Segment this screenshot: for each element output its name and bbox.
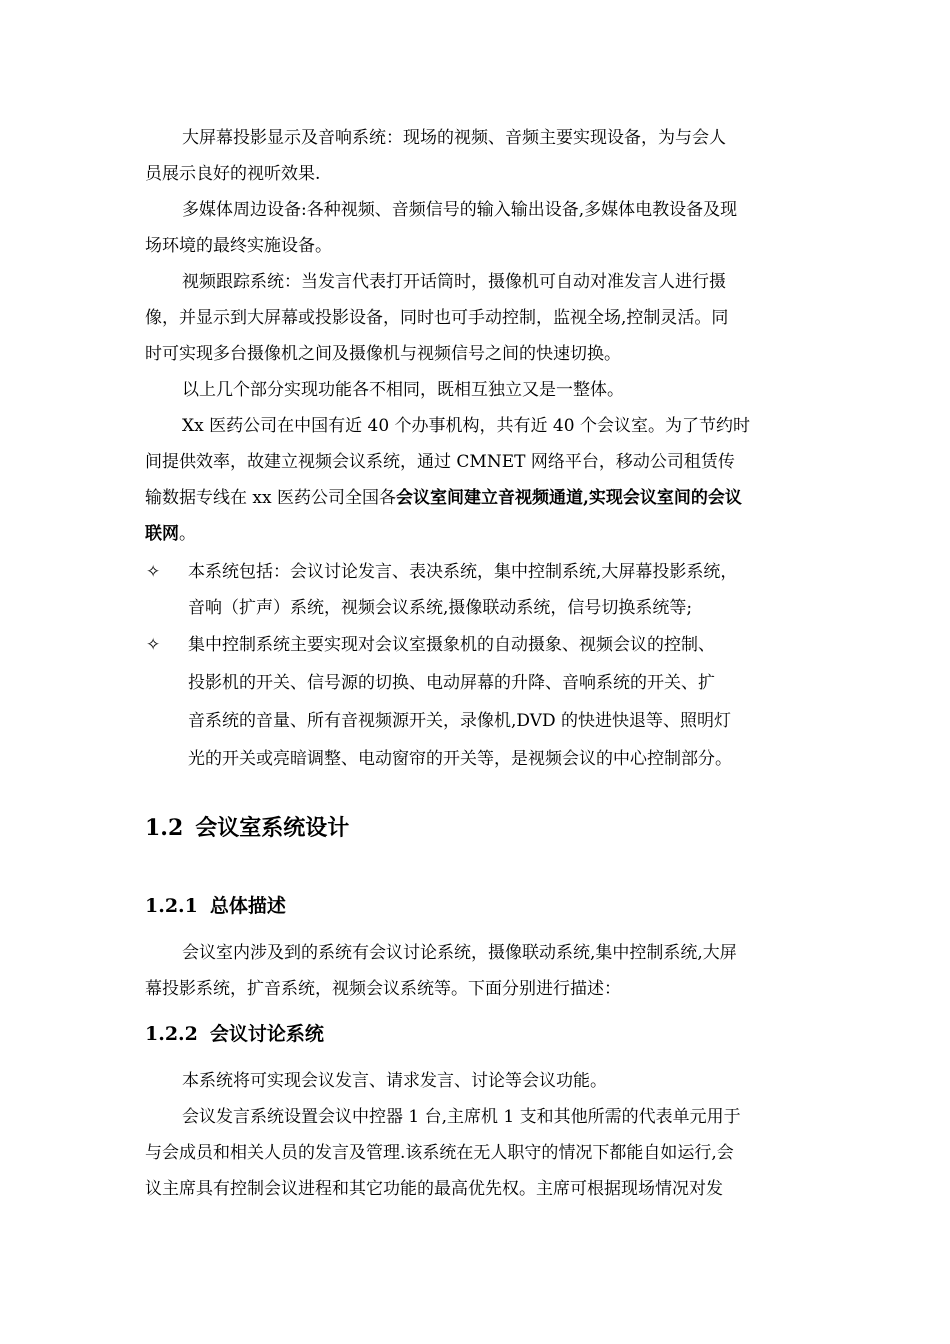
company-line4-bold: 联网: [145, 524, 179, 544]
heading-1-2-1-number: 1.2.1: [145, 895, 198, 917]
paragraph-company-line2: 间提供效率，故建立视频会议系统，通过 CMNET 网络平台，移动公司租赁传: [145, 452, 735, 472]
bullet-icon: ✧: [146, 562, 161, 582]
bullet-components-line1: 本系统包括：会议讨论发言、表决系统，集中控制系统,大屏幕投影系统，: [188, 562, 738, 582]
heading-1-2-title: 会议室系统设计: [195, 815, 350, 841]
paragraph-tracking-line1: 视频跟踪系统：当发言代表打开话筒时，摄像机可自动对准发言人进行摄: [182, 272, 726, 292]
heading-1-2-2-number: 1.2.2: [145, 1023, 198, 1045]
heading-1-2-2: [145, 1022, 324, 1046]
company-line4-normal: 。: [179, 524, 196, 544]
paragraph-tracking-line2: 像，并显示到大屏幕或投影设备，同时也可手动控制，监视全场,控制灵活。同: [145, 308, 729, 328]
bullet-icon: ✧: [146, 635, 161, 655]
bullet-control-line1: 集中控制系统主要实现对会议室摄象机的自动摄象、视频会议的控制、: [188, 635, 715, 655]
bullet-control-line4: 光的开关或亮暗调整、电动窗帘的开关等，是视频会议的中心控制部分。: [188, 749, 732, 769]
company-line3-normal: 输数据专线在 xx 医药公司全国各: [145, 488, 396, 508]
bullet-control-line3: 音系统的音量、所有音视频源开关，录像机,DVD 的快进快退等、照明灯: [188, 711, 732, 731]
paragraph-company-line4: [145, 523, 810, 545]
paragraph-av-system-line2: 员展示良好的视听效果.: [145, 164, 321, 184]
heading-1-2-2-title: 会议讨论系统: [209, 1023, 324, 1045]
paragraph-multimedia-line2: 场环境的最终实施设备。: [145, 236, 332, 256]
paragraph-av-system-line1: 大屏幕投影显示及音响系统：现场的视频、音频主要实现设备，为与会人: [182, 128, 726, 148]
bullet-components-line2: 音响（扩声）系统，视频会议系统,摄像联动系统，信号切换系统等;: [188, 598, 693, 618]
discussion-line1: 会议发言系统设置会议中控器 1 台,主席机 1 支和其他所需的代表单元用于: [182, 1107, 741, 1127]
bullet-control-line2: 投影机的开关、信号源的切换、电动屏幕的升降、音响系统的开关、扩: [188, 673, 715, 693]
paragraph-company-line3: [145, 487, 810, 509]
overview-line1: 会议室内涉及到的系统有会议讨论系统，摄像联动系统,集中控制系统,大屏: [182, 943, 737, 963]
heading-1-2: [145, 814, 349, 842]
paragraph-company-line1: Xx 医药公司在中国有近 40 个办事机构，共有近 40 个会议室。为了节约时: [182, 416, 750, 436]
overview-line2: 幕投影系统，扩音系统，视频会议系统等。下面分别进行描述：: [145, 979, 621, 999]
company-line3-bold: 会议室间建立音视频通道,实现会议室间的会议: [395, 488, 742, 508]
paragraph-summary: 以上几个部分实现功能各不相同，既相互独立又是一整体。: [182, 380, 624, 400]
discussion-line2: 与会成员和相关人员的发言及管理.该系统在无人职守的情况下都能自如运行,会: [145, 1143, 734, 1163]
paragraph-tracking-line3: 时可实现多台摄像机之间及摄像机与视频信号之间的快速切换。: [145, 344, 621, 364]
discussion-intro: 本系统将可实现会议发言、请求发言、讨论等会议功能。: [182, 1071, 607, 1091]
heading-1-2-number: 1.2: [145, 815, 184, 841]
heading-1-2-1-title: 总体描述: [209, 895, 286, 917]
discussion-line3: 议主席具有控制会议进程和其它功能的最高优先权。主席可根据现场情况对发: [145, 1179, 723, 1199]
paragraph-multimedia-line1: 多媒体周边设备:各种视频、音频信号的输入输出设备,多媒体电教设备及现: [182, 200, 738, 220]
heading-1-2-1: [145, 894, 286, 918]
